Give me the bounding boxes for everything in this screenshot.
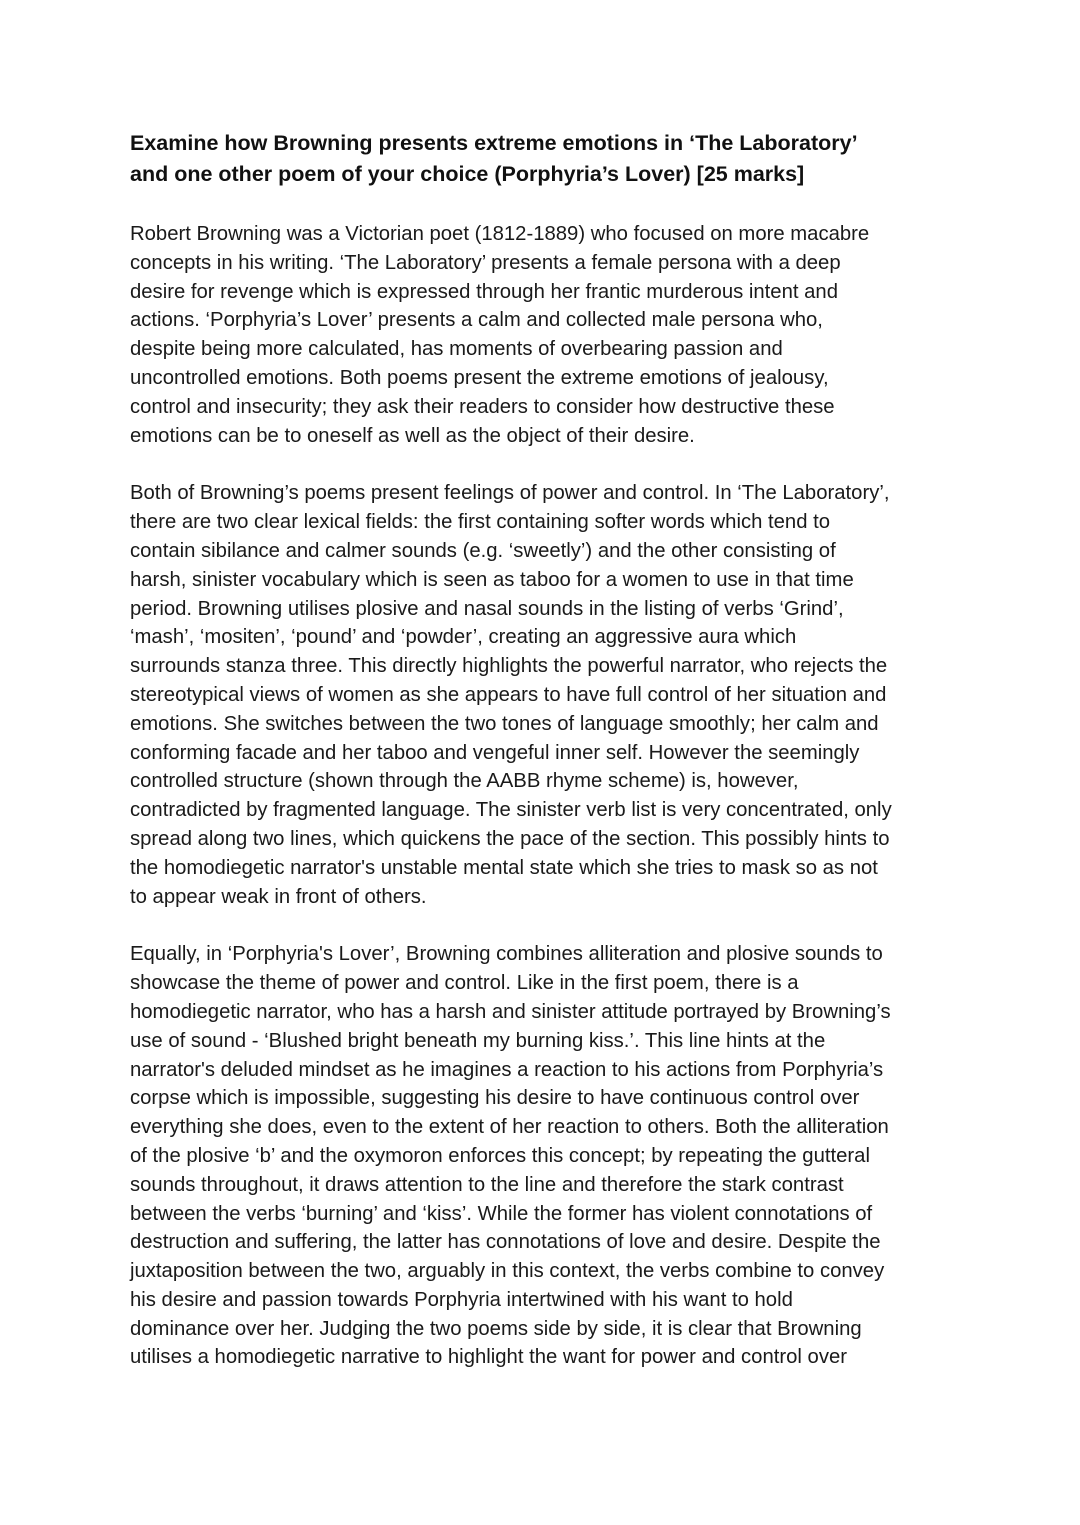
text-line: sounds throughout, it draws attention to the line and therefore the stark contrast xyxy=(130,1173,844,1196)
text-line: spread along two lines, which quickens the pace of the section. This possibly hints to xyxy=(130,827,890,850)
text-line: between the verbs ‘burning’ and ‘kiss’. While the former has violent connotations of xyxy=(130,1202,873,1225)
text-line: juxtaposition between the two, arguably in this context, the verbs combine to convey xyxy=(130,1260,885,1283)
text-line: corpse which is impossible, suggesting his desire to have continuous control over xyxy=(130,1087,860,1110)
paragraph-porphyria xyxy=(130,940,960,1372)
text-line: the homodiegetic narrator's unstable mental state which she tries to mask so as not xyxy=(130,856,878,879)
text-line: period. Browning utilises plosive and nasal sounds in the listing of verbs ‘Grind’, xyxy=(130,597,844,620)
text-line: harsh, sinister vocabulary which is seen as taboo for a women to use in that time xyxy=(130,568,854,591)
essay-title xyxy=(130,128,960,190)
text-line: his desire and passion towards Porphyria intertwined with his want to hold xyxy=(130,1288,793,1311)
text-line: desire for revenge which is expressed through her frantic murderous intent and xyxy=(130,280,838,303)
text-line: controlled structure (shown through the AABB rhyme scheme) is, however, xyxy=(130,770,799,793)
text-line: stereotypical views of women as she appears to have full control of her situation and xyxy=(130,683,887,706)
text-line: uncontrolled emotions. Both poems present the extreme emotions of jealousy, xyxy=(130,366,829,389)
text-line: there are two clear lexical fields: the first containing softer words which tend to xyxy=(130,511,831,534)
text-line: everything she does, even to the extent of her reaction to others. Both the alliteration xyxy=(130,1116,889,1139)
text-line: emotions can be to oneself as well as the object of their desire. xyxy=(130,424,695,447)
title-line: Examine how Browning presents extreme emotions in ‘The Laboratory’ xyxy=(130,131,858,155)
text-line: contain sibilance and calmer sounds (e.g. ‘sweetly’) and the other consisting of xyxy=(130,539,836,562)
text-line: utilises a homodiegetic narrative to highlight the want for power and control over xyxy=(130,1346,848,1369)
title-line: and one other poem of your choice (Porphyria’s Lover) [25 marks] xyxy=(130,162,805,186)
text-line: showcase the theme of power and control. Like in the first poem, there is a xyxy=(130,972,799,995)
text-line: surrounds stanza three. This directly highlights the powerful narrator, who rejects the xyxy=(130,655,888,678)
text-line: contradicted by fragmented language. The sinister verb list is very concentrated, only xyxy=(130,799,892,822)
paragraph-laboratory xyxy=(130,479,960,911)
text-line: use of sound - ‘Blushed bright beneath my burning kiss.’. This line hints at the xyxy=(130,1029,826,1052)
text-line: actions. ‘Porphyria’s Lover’ presents a calm and collected male persona who, xyxy=(130,309,823,332)
text-line: Both of Browning’s poems present feelings of power and control. In ‘The Laboratory’, xyxy=(130,482,890,505)
text-line: emotions. She switches between the two tones of language smoothly; her calm and xyxy=(130,712,879,735)
text-line: conforming facade and her taboo and vengeful inner self. However the seemingly xyxy=(130,741,860,764)
text-line: Robert Browning was a Victorian poet (1812-1889) who focused on more macabre xyxy=(130,223,870,245)
text-line: concepts in his writing. ‘The Laboratory’ presents a female persona with a deep xyxy=(130,251,841,274)
text-line: narrator's deluded mindset as he imagines a reaction to his actions from Porphyria’s xyxy=(130,1058,884,1081)
text-line: despite being more calculated, has moments of overbearing passion and xyxy=(130,338,783,361)
text-line: homodiegetic narrator, who has a harsh and sinister attitude portrayed by Browning’s xyxy=(130,1000,891,1023)
text-line: of the plosive ‘b’ and the oxymoron enforces this concept; by repeating the gutteral xyxy=(130,1144,870,1167)
text-line: ‘mash’, ‘mositen’, ‘pound’ and ‘powder’, creating an aggressive aura which xyxy=(130,626,797,649)
text-line: dominance over her. Judging the two poems side by side, it is clear that Browning xyxy=(130,1317,862,1340)
paragraph-introduction xyxy=(130,220,960,450)
text-line: control and insecurity; they ask their readers to consider how destructive these xyxy=(130,395,835,418)
text-line: Equally, in ‘Porphyria's Lover’, Browning combines alliteration and plosive sounds to xyxy=(130,943,883,966)
document-body xyxy=(130,128,960,1401)
text-line: destruction and suffering, the latter has connotations of love and desire. Despite the xyxy=(130,1231,881,1254)
text-line: to appear weak in front of others. xyxy=(130,885,427,908)
